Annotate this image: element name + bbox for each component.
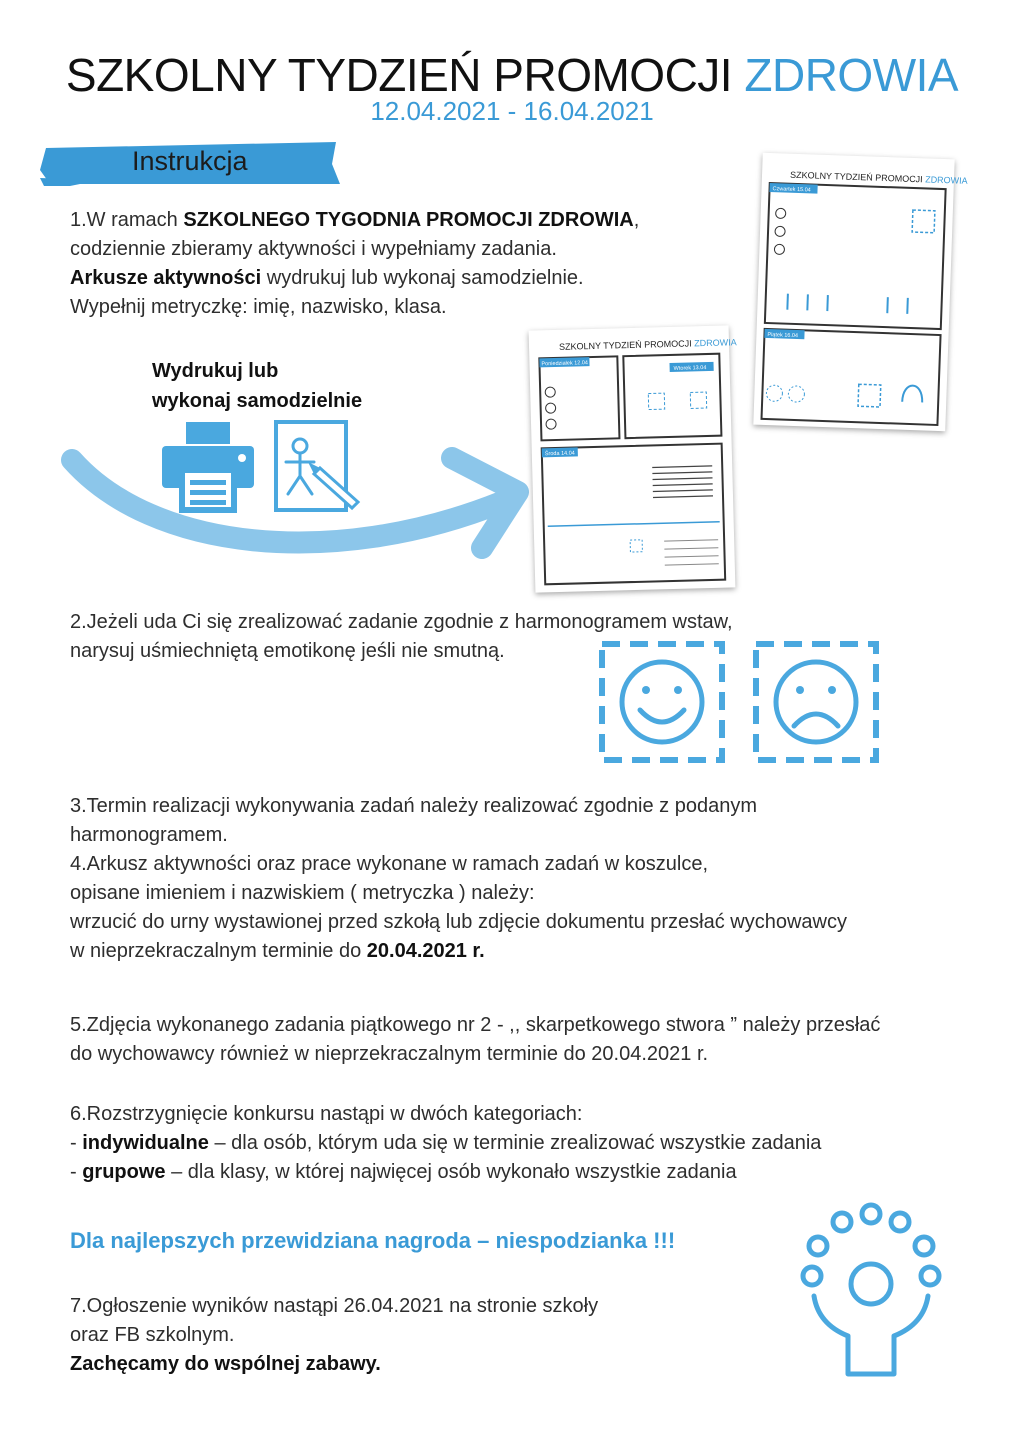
drawing-icon [274,420,366,514]
step-1-line-1: 1.W ramach SZKOLNEGO TYGODNIA PROMOCJI ZDROWIA, [70,209,640,231]
step-3-4 [70,792,970,966]
step-4-line-3: wrzucić do urny wystawionej przed szkołą lub zdjęcie dokumentu przesłać wychowawcy [70,911,848,933]
smiley-sad-icon [752,640,880,764]
step-1-line-2: codziennie zbieramy aktywności i wypełniamy zadania. [70,238,557,260]
step-6-line-1: 6.Rozstrzygnięcie konkursu nastąpi w dwóch kategoriach: [70,1103,583,1125]
step-2 [70,608,850,666]
worksheet-day-tue: Wtorek 13.04 [673,365,707,372]
print-label: Wydrukuj lub wykonaj samodzielnie [152,360,363,412]
step-6-item-individual: - indywidualne – dla osób, którym uda się w terminie zrealizować wszystkie zadania [70,1132,822,1154]
step-2-line-2: narysuj uśmiechniętą emotikonę jeśli nie smutną. [70,640,505,662]
title-main: SZKOLNY TYDZIEŃ PROMOCJI [65,49,745,101]
smiley-happy-icon [598,640,726,764]
prize-announcement: Dla najlepszych przewidziana nagroda – niespodzianka !!! [70,1228,676,1253]
date-range: 12.04.2021 - 16.04.2021 [370,96,654,126]
closing-line: Zachęcamy do wspólnej zabawy. [70,1353,381,1375]
title-accent: ZDROWIA [744,49,959,101]
banner-label: Instrukcja [132,146,248,176]
step-6 [70,1100,970,1187]
worksheet-thumbnail-1 [529,325,736,592]
step-4-line-2: opisane imieniem i nazwiskiem ( metryczka ) należy: [70,882,535,904]
step-6-item-group: - grupowe – dla klasy, w której najwięcej osób wykonało wszystkie zadania [70,1161,737,1183]
page-title [0,48,1024,102]
worksheet-title-2: SZKOLNY TYDZIEŃ PROMOCJI ZDROWIA [789,169,968,186]
step-1-line-3: Arkusze aktywności wydrukuj lub wykonaj samodzielnie. [70,267,584,289]
printer-icon [160,418,256,514]
step-7 [70,1292,770,1379]
step-2-line-1: 2.Jeżeli uda Ci się zrealizować zadanie zgodnie z harmonogramem wstaw, [70,611,733,633]
worksheet-thumbnail-2 [753,153,968,432]
worksheet-title: SZKOLNY TYDZIEŃ PROMOCJI ZDROWIA [558,337,737,352]
juggler-icon [796,1204,946,1380]
step-1-line-4: Wypełnij metryczkę: imię, nazwisko, klasa. [70,296,447,318]
step-5-line-2: do wychowawcy również w nieprzekraczalnym terminie do 20.04.2021 r. [70,1043,709,1065]
worksheet-day-fri: Piątek 16.04 [767,332,799,340]
step-5 [70,1011,990,1069]
step-7-line-2: oraz FB szkolnym. [70,1324,235,1346]
step-1 [70,206,750,322]
step-7-line-1: 7.Ogłoszenie wyników nastąpi 26.04.2021 na stronie szkoły [70,1295,599,1317]
step-4-line-1: 4.Arkusz aktywności oraz prace wykonane w ramach zadań w koszulce, [70,853,709,875]
worksheet-day-mon: Poniedziałek 12.04 [541,360,589,368]
step-5-line-1: 5.Zdjęcia wykonanego zadania piątkowego nr 2 - ,, skarpetkowego stwora ” należy przesłać [70,1014,881,1036]
worksheet-day-thu: Czwartek 15.04 [772,186,811,194]
step-3-line-1: 3.Termin realizacji wykonywania zadań należy realizować zgodnie z podanym [70,795,758,817]
step-3-line-2: harmonogramem. [70,824,228,846]
step-4-line-4: w nieprzekraczalnym terminie do 20.04.2021 r. [70,940,485,962]
worksheet-day-wed: Środa 14.04 [544,450,575,458]
